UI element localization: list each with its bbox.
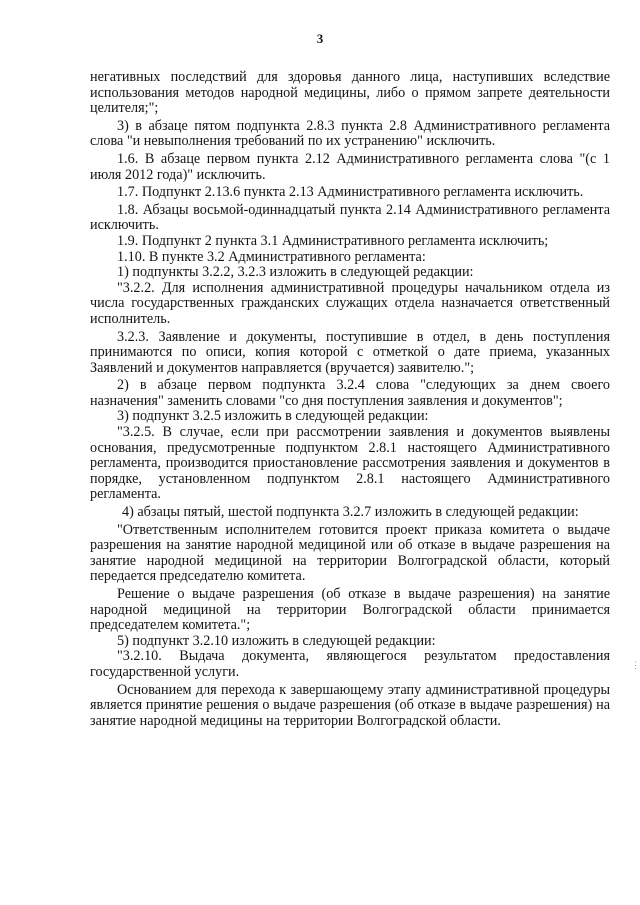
paragraph: 3) в абзаце пятом подпункта 2.8.3 пункта 2.8 Административного регламента слова "и невыполнения требований по их устранению" исключить. bbox=[90, 117, 610, 150]
paragraph: "3.2.5. В случае, если при рассмотрении заявления и документов выявлены основания, предусмотренные подпунктом 2.8.1 настоящего Административного регламента, производится приостановление рассмотрения заявления и документов в порядке, установленном подпунктом 2.8.1 настоящего Административного регламента. bbox=[90, 424, 610, 503]
paragraph: "Ответственным исполнителем готовится проект приказа комитета о выдаче разрешения на занятие народной медициной или об отказе в выдаче разрешения на занятие народной медициной на территории Волгоградской области, который передается председателю комитета. bbox=[90, 521, 610, 585]
document-body bbox=[90, 70, 610, 729]
paragraph: "3.2.2. Для исполнения административной процедуры начальником отдела из числа государственных гражданских служащих отдела назначается ответственный исполнитель. bbox=[90, 279, 610, 327]
paragraph: 5) подпункт 3.2.10 изложить в следующей редакции: bbox=[117, 632, 436, 649]
paragraph: 4) абзацы пятый, шестой подпункта 3.2.7 изложить в следующей редакции: bbox=[122, 504, 579, 521]
paragraph: 1.6. В абзаце первом пункта 2.12 Административного регламента слова "(с 1 июля 2012 года)" исключить. bbox=[90, 150, 610, 183]
paragraph: 2) в абзаце первом подпункта 3.2.4 слова "следующих за днем своего назначения" заменить словами "со дня поступления заявления и документов"; bbox=[90, 377, 610, 409]
paragraph: Основанием для перехода к завершающему этапу административной процедуры является принятие решения о выдаче разрешения (об отказе в выдаче разрешения) на занятие народной медицины на территории Волгоградской области. bbox=[90, 681, 610, 729]
paragraph: 3.2.3. Заявление и документы, поступившие в отдел, в день поступления принимаются по описи, копия которой с отметкой о дате приема, указанных Заявлений и документов направляется (вручается) заявителю."; bbox=[90, 328, 610, 376]
paragraph: Решение о выдаче разрешения (об отказе в выдаче разрешения) на занятие народной медициной на территории Волгоградской области принимается председателем комитета."; bbox=[90, 586, 610, 634]
paragraph: 3) подпункт 3.2.5 изложить в следующей редакции: bbox=[117, 408, 429, 425]
paragraph: 1.8. Абзацы восьмой-одиннадцатый пункта 2.14 Административного регламента исключить. bbox=[90, 201, 610, 234]
paragraph: "3.2.10. Выдача документа, являющегося результатом предоставления государственной услуги. bbox=[90, 648, 610, 680]
paragraph: 1.10. В пункте 3.2 Административного регламента: bbox=[117, 248, 426, 265]
paragraph: 1.9. Подпункт 2 пункта 3.1 Административного регламента исключить; bbox=[117, 232, 549, 249]
page-number: 3 bbox=[316, 31, 324, 46]
scan-margin-mark: ⋮ bbox=[631, 660, 640, 670]
paragraph: 1) подпункты 3.2.2, 3.2.3 изложить в следующей редакции: bbox=[117, 264, 474, 281]
paragraph: негативных последствий для здоровья данного лица, наступивших вследствие использования методов народной медицины, либо о прямом запрете деятельности целителя;"; bbox=[90, 69, 610, 117]
paragraph: 1.7. Подпункт 2.13.6 пункта 2.13 Административного регламента исключить. bbox=[117, 184, 584, 201]
